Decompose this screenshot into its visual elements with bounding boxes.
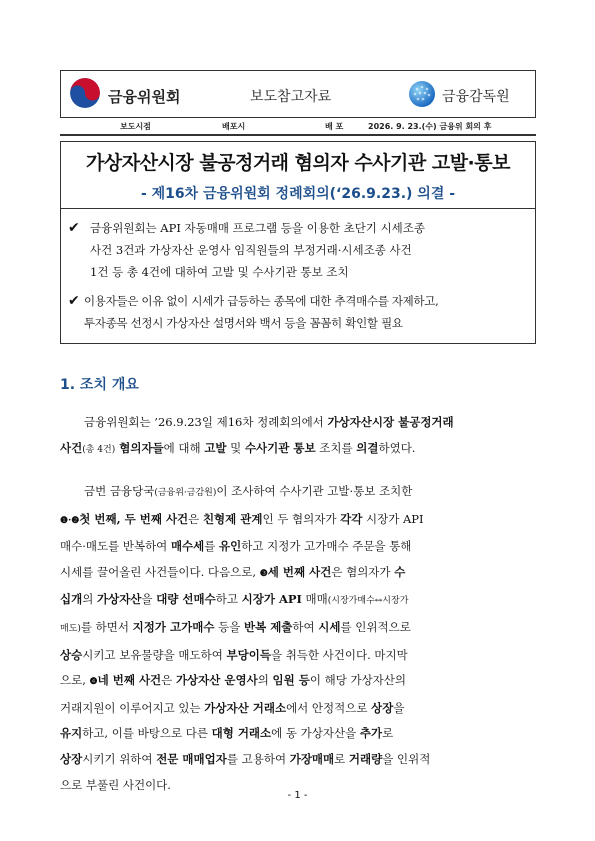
distribution-short-label: 배 포 — [325, 122, 344, 131]
text: 가상자산 운영사 — [175, 673, 258, 688]
fss-logo-icon — [408, 80, 436, 108]
text: 첫 번째, 두 번째 사건 — [79, 511, 189, 526]
text: 를 인위적으로 — [340, 619, 411, 634]
text: 유인 — [219, 539, 242, 554]
text: 매수세 — [170, 539, 205, 554]
text: 수사기관 통보 — [244, 440, 316, 455]
paragraph-2 — [60, 479, 538, 798]
text: 가상자산시장 불공정거래 — [327, 415, 454, 429]
text: 하였다. — [378, 440, 416, 455]
text: ❶·❷ — [60, 515, 80, 526]
distribution-value: 2026. 9. 23.(수) 금융위 회의 후 — [368, 122, 492, 131]
text: 으로, — [60, 673, 90, 688]
text: 수 — [394, 564, 406, 579]
text: 의 — [257, 673, 273, 688]
text: 에서 안정적으로 — [286, 700, 372, 715]
text: 조치를 — [315, 440, 357, 455]
paragraph-1 — [60, 410, 538, 463]
distribution-label: 배포시 — [222, 122, 246, 131]
text: 고발 — [204, 440, 227, 455]
text: 대량 선매수 — [156, 592, 216, 607]
text: 시장가 API — [362, 511, 424, 526]
text: 로 — [334, 751, 349, 766]
summary-item-1 — [90, 217, 530, 283]
page-number: - 1 - — [287, 790, 308, 801]
text: 은 — [161, 673, 176, 688]
text: 금번 금융당국 — [84, 484, 155, 498]
text: 십개 — [60, 592, 83, 607]
text: 하고 지정가 고가매수 주문을 통해 — [241, 539, 412, 554]
text: 시키고 보유물량을 매도하여 — [82, 647, 227, 662]
fsc-logo-icon — [70, 78, 100, 108]
text: 상장 — [60, 751, 83, 766]
text: 를 — [204, 539, 220, 554]
summary-item-1-line: 사건 3건과 가상자산 운영사 임직원들의 부정거래·시세조종 사건 — [90, 243, 412, 257]
text: 혐의자들 — [115, 440, 164, 455]
text: 의 — [82, 592, 97, 607]
text: 매도) — [60, 623, 81, 634]
text: 각각 — [340, 511, 363, 526]
text: 하여 — [292, 619, 319, 634]
text: 를 하면서 — [80, 619, 133, 634]
text: ❸ — [259, 568, 268, 579]
text: 하고, 이를 바탕으로 다른 — [82, 726, 212, 741]
check-icon: ✔ — [68, 220, 80, 236]
summary-item-1-line: 1건 등 총 4건에 대하여 고발 및 수사기관 통보 조치 — [90, 265, 349, 279]
text: 네 번째 사건 — [97, 673, 162, 688]
text: 대형 거래소 — [211, 726, 272, 741]
text: 에 동 가상자산을 — [271, 726, 360, 741]
text: 부당이득 — [226, 647, 271, 662]
divider — [60, 134, 536, 136]
release-label: 보도시점 — [120, 122, 151, 131]
text: 시키기 위하여 — [82, 751, 157, 766]
summary-item-2-line: 이용자들은 이유 없이 시세가 급등하는 종목에 대한 추격매수를 자제하고, — [84, 294, 439, 308]
text: 매매 — [301, 592, 328, 607]
section-title: 1. 조치 개요 — [60, 377, 139, 393]
text: 로 — [382, 726, 394, 741]
text: 을 인위적 — [382, 751, 431, 766]
text: 및 — [226, 440, 245, 455]
text: 금융위원회는 ’26.9.23일 제16차 정례회의에서 — [84, 415, 328, 429]
text: 인 두 혐의자가 — [262, 511, 341, 526]
text: 추가 — [359, 726, 383, 741]
text: (시장가매수↔시장가 — [327, 596, 409, 607]
page-subtitle: - 제16차 금융위원회 정례회의(‘26.9.23.) 의결 - — [140, 186, 456, 202]
text: 상승 — [60, 647, 83, 662]
text: 이 조사하여 수사기관 고발·통보 조치한 — [216, 484, 413, 498]
text: 사건 — [60, 440, 83, 455]
text: 유지 — [60, 726, 83, 741]
text: 가상자산 — [96, 592, 142, 607]
text: 으로 부풀린 사건이다. — [60, 777, 171, 792]
text: 매수·매도를 반복하여 — [60, 539, 171, 554]
text: 가상자산 거래소 — [204, 700, 287, 715]
fss-name: 금융감독원 — [442, 89, 510, 105]
text: 전문 매매업자 — [156, 751, 227, 766]
text: 에 대해 — [163, 440, 205, 455]
text: 지정가 고가매수 — [132, 619, 215, 634]
text: (총 4건) — [82, 444, 116, 455]
text: 은 혐의자가 — [331, 564, 395, 579]
text: 시세 — [318, 619, 341, 634]
text: 을 — [393, 700, 405, 715]
text: 을 취득한 사건이다. 마지막 — [270, 647, 408, 662]
summary-item-1-line: 금융위원회는 API 자동매매 프로그램 등을 이용한 초단기 시세조종 — [90, 221, 426, 235]
text: ❹ — [89, 677, 98, 688]
text: 거래량 — [348, 751, 383, 766]
text: 임원 등 — [272, 673, 310, 688]
document-type: 보도참고자료 — [250, 89, 332, 105]
text: 하고 — [215, 592, 242, 607]
text: 상장 — [371, 700, 394, 715]
text: 등을 — [214, 619, 244, 634]
text: 시장가 API — [241, 592, 302, 607]
check-icon: ✔ — [68, 293, 80, 309]
summary-item-2 — [84, 290, 534, 334]
text: 은 — [188, 511, 203, 526]
summary-item-2-line: 투자종목 선정시 가상자산 설명서와 백서 등을 꼼꼼히 확인할 필요 — [84, 316, 403, 330]
text: 반복 제출 — [243, 619, 293, 634]
text: 이 해당 가상자산의 — [309, 673, 407, 688]
page-title: 가상자산시장 불공정거래 혐의자 수사기관 고발·통보 — [86, 152, 510, 174]
text: 친형제 관계 — [202, 511, 263, 526]
text: 을 — [141, 592, 157, 607]
text: 를 고용하여 — [226, 751, 290, 766]
text: 시세를 끌어올린 사건들이다. 다음으로, — [60, 564, 260, 579]
text: 세 번째 사건 — [267, 564, 332, 579]
text: 가장매매 — [289, 751, 335, 766]
text: 의결 — [356, 440, 379, 455]
text: 거래지원이 이루어지고 있는 — [60, 700, 205, 715]
fsc-name: 금융위원회 — [108, 88, 181, 106]
text: (금융위·금감원) — [154, 488, 217, 498]
